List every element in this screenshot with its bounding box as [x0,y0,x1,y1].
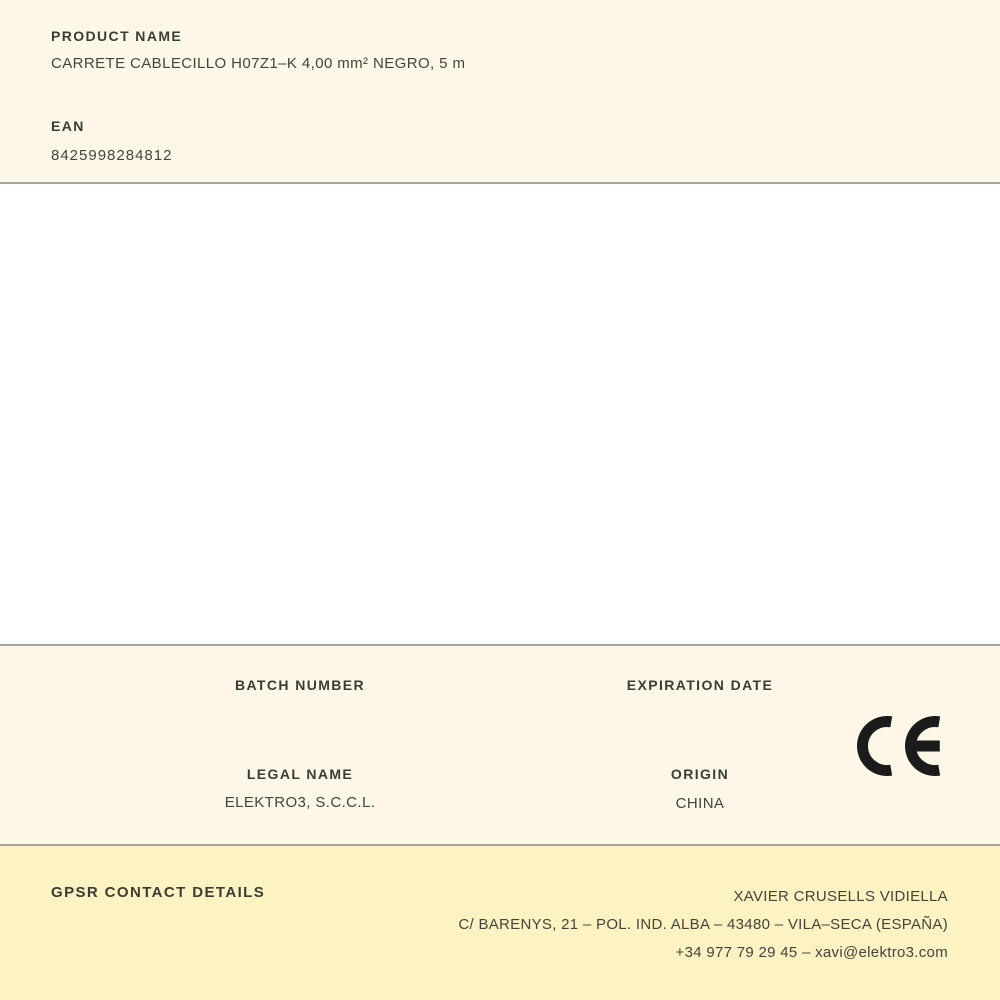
legal-name-value: ELEKTRO3, S.C.C.L. [224,794,376,811]
contact-name: XAVIER CRUSELLS VIDIELLA [733,888,948,905]
legal-name-label: LEGAL NAME [246,766,354,782]
batch-number-label: BATCH NUMBER [234,677,366,693]
contact-address: C/ BARENYS, 21 – POL. IND. ALBA – 43480 – VILA–SECA (ESPAÑA) [458,916,948,933]
contact-block [458,883,948,967]
expiration-date-label: EXPIRATION DATE [626,677,774,693]
ce-mark-icon [857,716,941,776]
gpsr-contact-section [0,846,1000,1000]
product-section [0,0,1000,184]
info-section [0,644,1000,846]
product-name-label: PRODUCT NAME [51,28,183,44]
ean-value: 8425998284812 [51,147,173,164]
product-name-value: CARRETE CABLECILLO H07Z1–K 4,00 mm² NEGRO, 5 m [51,55,466,72]
ean-label: EAN [51,118,85,134]
gpsr-contact-details-label: GPSR CONTACT DETAILS [51,884,266,901]
origin-value: CHINA [675,795,725,812]
contact-phone-email: +34 977 79 29 45 – xavi@elektro3.com [675,944,948,961]
blank-section [0,186,1000,644]
origin-label: ORIGIN [670,766,730,782]
